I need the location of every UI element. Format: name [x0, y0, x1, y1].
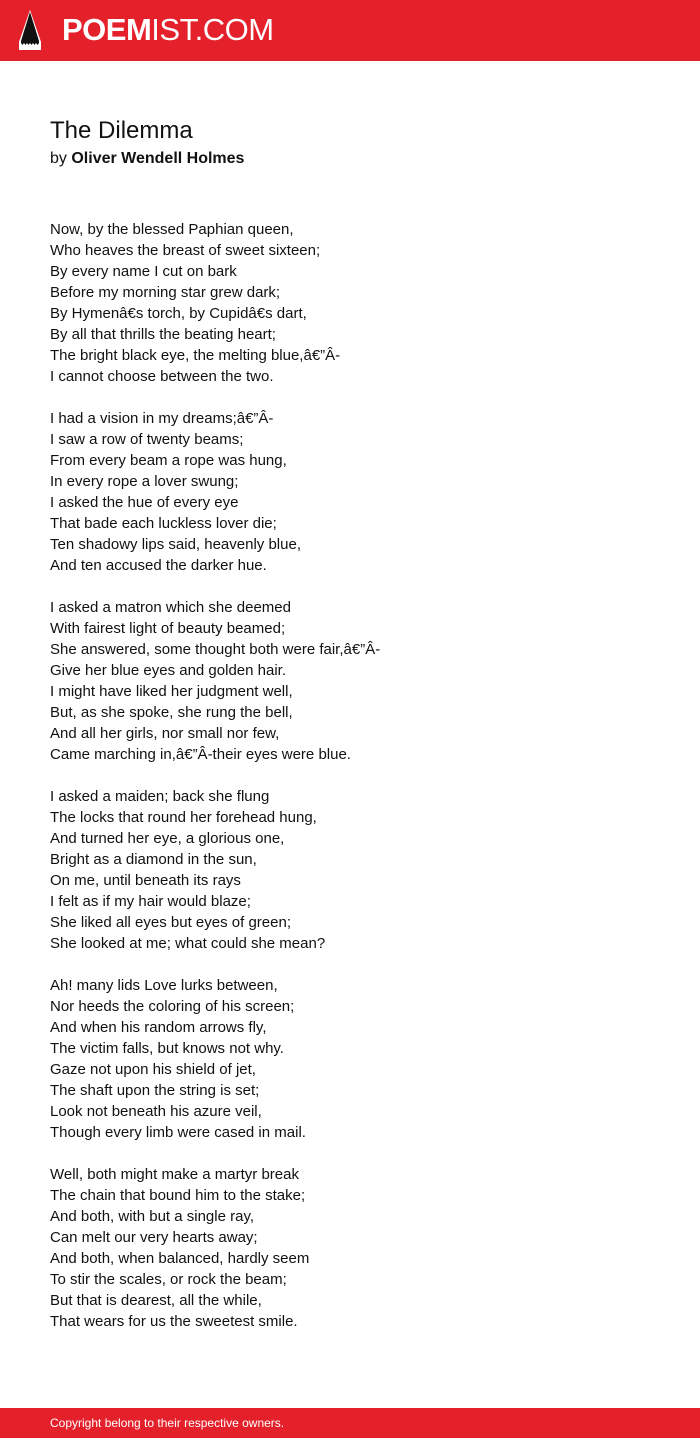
poem-line: And both, with but a single ray,	[50, 1208, 255, 1225]
poem-line: Before my morning star grew dark;	[50, 284, 281, 301]
poem-line: Though every limb were cased in mail.	[50, 1124, 306, 1141]
poem-line: Bright as a diamond in the sun,	[50, 851, 257, 868]
poem-line: She liked all eyes but eyes of green;	[50, 914, 291, 931]
brand-bold: POEM	[62, 12, 152, 47]
poem-line: But that is dearest, all the while,	[50, 1292, 262, 1309]
poem-line: She answered, some thought both were fair,â€”Â-	[50, 641, 381, 658]
poem-stanza	[50, 408, 670, 576]
poem-line: On me, until beneath its rays	[50, 872, 241, 889]
poem-line: Can melt our very hearts away;	[50, 1229, 258, 1246]
poem-line: Nor heeds the coloring of his screen;	[50, 998, 295, 1015]
site-brand[interactable]	[62, 13, 274, 47]
poem-line: Well, both might make a martyr break	[50, 1166, 299, 1183]
poem-line: Give her blue eyes and golden hair.	[50, 662, 286, 679]
poem-line: And ten accused the darker hue.	[50, 557, 267, 574]
poem-stanza	[50, 597, 670, 765]
site-header	[0, 0, 700, 61]
poem-line: The shaft upon the string is set;	[50, 1082, 260, 1099]
poem-stanza	[50, 219, 670, 387]
poem-line: To stir the scales, or rock the beam;	[50, 1271, 287, 1288]
author-name: Oliver Wendell Holmes	[71, 150, 245, 167]
poem-line: I cannot choose between the two.	[50, 368, 274, 385]
poem-line: And turned her eye, a glorious one,	[50, 830, 285, 847]
poem-line: Now, by the blessed Paphian queen,	[50, 221, 294, 238]
poem-stanza	[50, 786, 670, 954]
poem-line: Ten shadowy lips said, heavenly blue,	[50, 536, 301, 553]
copyright-text: Copyright belong to their respective owners.	[50, 1416, 285, 1430]
poem-line: The locks that round her forehead hung,	[50, 809, 317, 826]
poem-body	[50, 219, 670, 1353]
poem-line: And both, when balanced, hardly seem	[50, 1250, 310, 1267]
site-footer	[0, 1408, 700, 1438]
poem-line: And when his random arrows fly,	[50, 1019, 267, 1036]
poem-line: I asked a maiden; back she flung	[50, 788, 270, 805]
brand-regular: IST.COM	[151, 12, 274, 47]
poem-stanza	[50, 1164, 670, 1332]
pen-nib-icon[interactable]	[18, 9, 42, 51]
poem-title: The Dilemma	[50, 117, 193, 144]
poem-line: I asked a matron which she deemed	[50, 599, 291, 616]
poem-line: I asked the hue of every eye	[50, 494, 239, 511]
poem-line: I might have liked her judgment well,	[50, 683, 293, 700]
poem-stanza	[50, 975, 670, 1143]
poem-line: I felt as if my hair would blaze;	[50, 893, 251, 910]
poem-line: Gaze not upon his shield of jet,	[50, 1061, 256, 1078]
poem-byline	[50, 149, 244, 169]
poem-line: I saw a row of twenty beams;	[50, 431, 244, 448]
poem-line: And all her girls, nor small nor few,	[50, 725, 280, 742]
poem-line: By Hymenâ€s torch, by Cupidâ€s dart,	[50, 305, 307, 322]
poem-line: But, as she spoke, she rung the bell,	[50, 704, 293, 721]
poem-line: That bade each luckless lover die;	[50, 515, 277, 532]
poem-line: In every rope a lover swung;	[50, 473, 239, 490]
poem-line: Look not beneath his azure veil,	[50, 1103, 262, 1120]
poem-line: Ah! many lids Love lurks between,	[50, 977, 278, 994]
poem-line: I had a vision in my dreams;â€”Â-	[50, 410, 274, 427]
poem-line: By every name I cut on bark	[50, 263, 237, 280]
poem-line: She looked at me; what could she mean?	[50, 935, 326, 952]
poem-line: Came marching in,â€”Â-their eyes were blue.	[50, 746, 351, 763]
poem-line: With fairest light of beauty beamed;	[50, 620, 286, 637]
poem-line: By all that thrills the beating heart;	[50, 326, 276, 343]
poem-line: Who heaves the breast of sweet sixteen;	[50, 242, 321, 259]
poem-line: That wears for us the sweetest smile.	[50, 1313, 298, 1330]
by-label: by	[50, 150, 67, 167]
poem-line: From every beam a rope was hung,	[50, 452, 287, 469]
poem-line: The victim falls, but knows not why.	[50, 1040, 284, 1057]
poem-line: The bright black eye, the melting blue,â€”Â-	[50, 347, 341, 364]
poem-line: The chain that bound him to the stake;	[50, 1187, 306, 1204]
